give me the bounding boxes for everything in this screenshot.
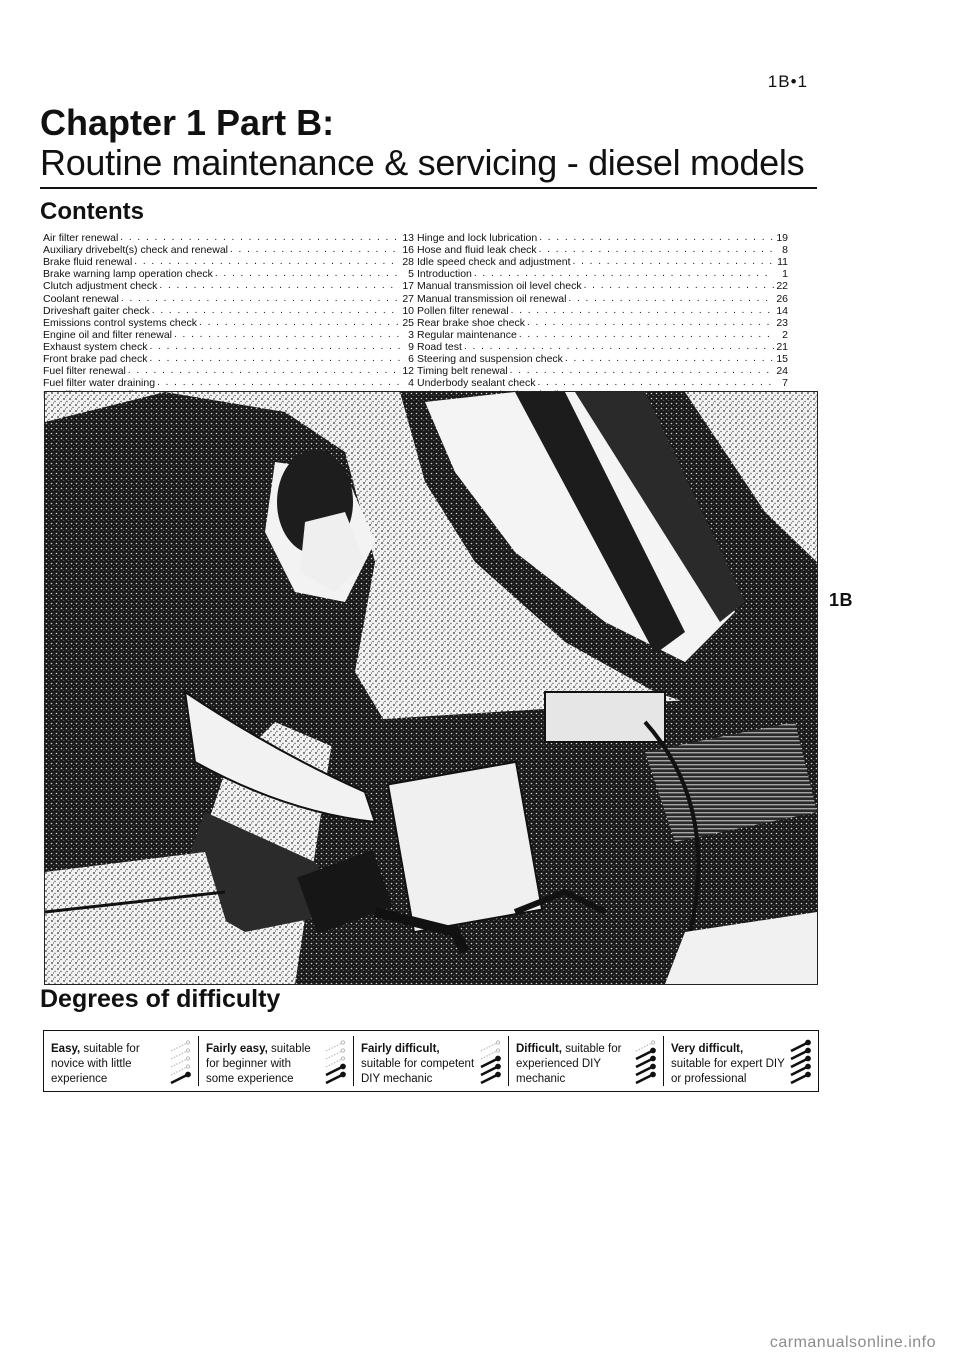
dot-leader bbox=[134, 256, 400, 268]
contents-entry bbox=[43, 353, 414, 365]
dot-leader bbox=[565, 353, 774, 365]
dot-leader bbox=[474, 268, 774, 280]
contents-entry-page: 28 bbox=[402, 256, 414, 269]
contents-list-right bbox=[417, 232, 788, 401]
contents-entry-label: Fuel filter water draining bbox=[43, 377, 156, 390]
contents-entry bbox=[43, 256, 414, 268]
contents-entry-label: Road test bbox=[417, 340, 462, 353]
contents-entry-page: 27 bbox=[402, 292, 414, 305]
dot-leader bbox=[539, 232, 774, 244]
contents-entry bbox=[417, 329, 788, 341]
contents-entry-label: Idle speed check and adjustment bbox=[417, 256, 571, 269]
contents-entry-page: 3 bbox=[408, 328, 414, 341]
spanner-stack-icon bbox=[167, 1038, 193, 1086]
contents-entry bbox=[43, 365, 414, 377]
spanner-stack-icon bbox=[787, 1038, 813, 1086]
contents-entry-label: Timing belt renewal bbox=[417, 365, 508, 378]
dot-leader bbox=[159, 280, 400, 292]
contents-entry-label: Air filter renewal bbox=[43, 232, 119, 245]
contents-entry-page: 25 bbox=[402, 316, 414, 329]
contents-entry-page: 11 bbox=[777, 256, 788, 269]
contents-entry bbox=[43, 305, 414, 317]
difficulty-level-name: Fairly difficult, bbox=[361, 1043, 440, 1055]
contents-entry-label: Driveshaft gaiter check bbox=[43, 304, 150, 317]
difficulty-description bbox=[361, 1042, 477, 1086]
contents-entry bbox=[43, 341, 414, 353]
difficulty-level-name: Fairly easy, bbox=[206, 1043, 268, 1055]
contents-entry-label: Front brake pad check bbox=[43, 353, 148, 366]
contents-heading: Contents bbox=[40, 198, 144, 225]
dot-leader bbox=[464, 341, 774, 353]
contents-entry-label: Pollen filter renewal bbox=[417, 304, 509, 317]
contents-entry bbox=[417, 377, 788, 389]
contents-entry-page: 23 bbox=[776, 316, 788, 329]
contents-entry bbox=[417, 305, 788, 317]
contents-entry-label: Brake fluid renewal bbox=[43, 256, 133, 269]
contents-entry-label: Fuel filter renewal bbox=[43, 365, 126, 378]
dot-leader bbox=[128, 365, 400, 377]
contents-entry bbox=[417, 353, 788, 365]
contents-entry-page: 8 bbox=[782, 244, 788, 257]
spanner-stack-icon bbox=[477, 1038, 503, 1086]
dot-leader bbox=[199, 317, 400, 329]
difficulty-level-name: Very difficult, bbox=[671, 1043, 744, 1055]
difficulty-level bbox=[664, 1036, 818, 1086]
contents-entry-label: Underbody sealant check bbox=[417, 377, 536, 390]
contents-entry-page: 26 bbox=[776, 292, 788, 305]
contents-entry-page: 12 bbox=[402, 365, 414, 378]
contents-entry-page: 19 bbox=[776, 232, 788, 245]
title-divider bbox=[40, 187, 817, 189]
contents-entry bbox=[43, 317, 414, 329]
contents-entry-page: 17 bbox=[402, 280, 414, 293]
dot-leader bbox=[174, 329, 400, 341]
contents-entry-page: 14 bbox=[776, 304, 788, 317]
contents-entry-label: Hose and fluid leak check bbox=[417, 244, 537, 257]
contents-list-left bbox=[43, 232, 414, 401]
difficulty-description bbox=[516, 1042, 632, 1086]
contents-entry bbox=[43, 232, 414, 244]
contents-entry bbox=[43, 292, 414, 304]
dot-leader bbox=[519, 329, 774, 341]
difficulty-level bbox=[199, 1036, 354, 1086]
contents-entry bbox=[417, 280, 788, 292]
contents-entry-label: Introduction bbox=[417, 268, 472, 281]
contents-entry bbox=[417, 268, 788, 280]
contents-entry-label: Brake warning lamp operation check bbox=[43, 268, 213, 281]
contents-entry bbox=[417, 256, 788, 268]
contents-entry-label: Auxiliary drivebelt(s) check and renewal bbox=[43, 244, 228, 257]
contents-entry bbox=[43, 268, 414, 280]
contents-entry-page: 2 bbox=[782, 328, 788, 341]
contents-entry-label: Exhaust system check bbox=[43, 340, 148, 353]
contents-entry-label: Steering and suspension check bbox=[417, 353, 563, 366]
contents-entry-page: 24 bbox=[776, 365, 788, 378]
contents-entry-page: 16 bbox=[402, 244, 414, 257]
contents-entry bbox=[43, 377, 414, 389]
spanner-stack-icon bbox=[322, 1038, 348, 1086]
difficulty-level-detail: suitable for experienced DIY mechanic bbox=[516, 1043, 622, 1085]
contents-entry-label: Clutch adjustment check bbox=[43, 280, 158, 293]
dot-leader bbox=[120, 232, 400, 244]
chapter-title: Chapter 1 Part B: bbox=[40, 102, 335, 143]
contents-entry-label: Hinge and lock lubrication bbox=[417, 232, 538, 245]
difficulty-level bbox=[509, 1036, 664, 1086]
dot-leader bbox=[157, 377, 400, 389]
contents-entry bbox=[417, 317, 788, 329]
dot-leader bbox=[538, 377, 775, 389]
watermark: carmanualsonline.info bbox=[769, 1334, 936, 1351]
page-number: 1B•1 bbox=[767, 72, 808, 91]
difficulty-heading: Degrees of difficulty bbox=[40, 985, 281, 1013]
difficulty-legend bbox=[43, 1030, 819, 1092]
contents-entry-page: 1 bbox=[782, 268, 788, 281]
contents-entry bbox=[417, 341, 788, 353]
difficulty-level-detail: suitable for novice with little experience bbox=[51, 1043, 140, 1085]
dot-leader bbox=[215, 268, 400, 280]
contents-entry-label: Emissions control systems check bbox=[43, 316, 198, 329]
dot-leader bbox=[510, 365, 774, 377]
difficulty-description bbox=[51, 1042, 167, 1086]
difficulty-level-name: Easy, bbox=[51, 1043, 81, 1055]
difficulty-level-name: Difficult, bbox=[516, 1043, 562, 1055]
chapter-subtitle: Routine maintenance & servicing - diesel models bbox=[40, 142, 805, 183]
contents-entry-page: 9 bbox=[408, 340, 414, 353]
difficulty-description bbox=[206, 1042, 322, 1086]
difficulty-level bbox=[354, 1036, 509, 1086]
contents-entry-label: Manual transmission oil level check bbox=[417, 280, 582, 293]
contents-entry bbox=[417, 292, 788, 304]
dot-leader bbox=[539, 244, 774, 256]
contents-entry bbox=[43, 280, 414, 292]
contents-entry-page: 5 bbox=[408, 268, 414, 281]
contents-entry-page: 13 bbox=[402, 232, 414, 245]
difficulty-description bbox=[671, 1042, 787, 1086]
contents-entry-page: 6 bbox=[408, 353, 414, 366]
contents-entry-label: Coolant renewal bbox=[43, 292, 119, 305]
contents-entry-label: Manual transmission oil renewal bbox=[417, 292, 567, 305]
contents-entry-page: 7 bbox=[782, 377, 788, 390]
difficulty-level bbox=[44, 1036, 199, 1086]
contents-entry bbox=[417, 365, 788, 377]
contents-entry-page: 22 bbox=[776, 280, 788, 293]
dot-leader bbox=[121, 293, 400, 305]
difficulty-level-detail: suitable for beginner with some experience bbox=[206, 1043, 311, 1085]
contents-entry-page: 21 bbox=[776, 340, 788, 353]
difficulty-level-detail: suitable for expert DIY or professional bbox=[671, 1058, 785, 1085]
contents-entry-label: Engine oil and filter renewal bbox=[43, 328, 172, 341]
mechanic-engine-bay-photo bbox=[44, 391, 818, 985]
difficulty-level-detail: suitable for competent DIY mechanic bbox=[361, 1058, 475, 1085]
contents-entry-page: 10 bbox=[402, 304, 414, 317]
dot-leader bbox=[230, 244, 400, 256]
contents-entry-page: 15 bbox=[776, 353, 788, 366]
contents-entry bbox=[43, 329, 414, 341]
dot-leader bbox=[149, 353, 400, 365]
contents-entry-label: Rear brake shoe check bbox=[417, 316, 525, 329]
dot-leader bbox=[149, 341, 400, 353]
dot-leader bbox=[527, 317, 774, 329]
contents-entry-page: 4 bbox=[408, 377, 414, 390]
contents-entry-label: Regular maintenance bbox=[417, 328, 517, 341]
dot-leader bbox=[152, 305, 400, 317]
dot-leader bbox=[568, 293, 774, 305]
contents-entry bbox=[417, 232, 788, 244]
contents-entry bbox=[417, 244, 788, 256]
dot-leader bbox=[584, 280, 774, 292]
section-tab: 1B bbox=[829, 590, 854, 610]
dot-leader bbox=[511, 305, 774, 317]
contents-entry bbox=[43, 244, 414, 256]
dot-leader bbox=[573, 256, 774, 268]
spanner-stack-icon bbox=[632, 1038, 658, 1086]
